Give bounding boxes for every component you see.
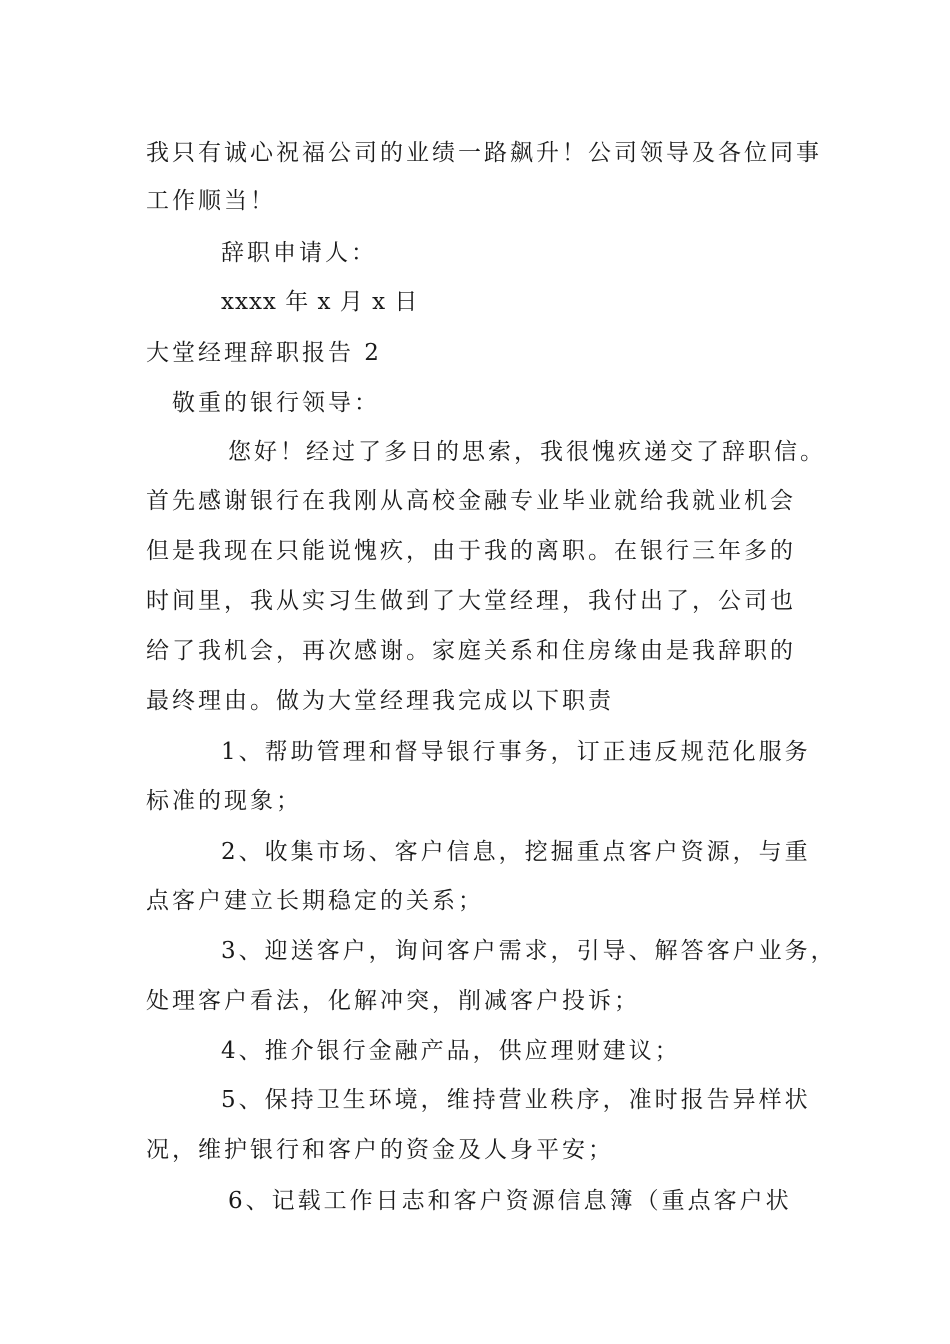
- paragraph-line: 您好！经过了多日的思索，我很愧疚递交了辞职信。: [228, 439, 826, 465]
- duty-item-2: 2、收集市场、客户信息，挖掘重点客户资源，与重: [221, 839, 811, 865]
- duty-item-5: 5、保持卫生环境，维持营业秩序，准时报告异样状: [221, 1087, 811, 1113]
- paragraph-line: 给了我机会，再次感谢。家庭关系和住房缘由是我辞职的: [146, 638, 796, 664]
- salutation: 敬重的银行领导：: [172, 390, 380, 416]
- duty-item-1: 1、帮助管理和督导银行事务，订正违反规范化服务: [221, 739, 811, 765]
- text-line-closing-wish-cont: 工作顺当！: [146, 188, 276, 214]
- duty-item-6: 6、记载工作日志和客户资源信息簿（重点客户状: [228, 1188, 792, 1214]
- paragraph-line: 首先感谢银行在我刚从高校金融专业毕业就给我就业机会: [146, 488, 796, 514]
- paragraph-line: 最终理由。做为大堂经理我完成以下职责: [146, 688, 614, 714]
- duty-item-1-cont: 标准的现象；: [146, 788, 302, 814]
- duty-item-3-cont: 处理客户看法，化解冲突，削减客户投诉；: [146, 988, 640, 1014]
- signature-date: xxxx 年 x 月 x 日: [221, 289, 419, 315]
- text-line-closing-wish: 我只有诚心祝福公司的业绩一路飙升！公司领导及各位同事: [146, 140, 822, 166]
- section-title: 大堂经理辞职报告 2: [146, 340, 382, 366]
- signature-label: 辞职申请人：: [221, 240, 377, 266]
- duty-item-2-cont: 点客户建立长期稳定的关系；: [146, 888, 484, 914]
- duty-item-4: 4、推介银行金融产品，供应理财建议；: [221, 1038, 681, 1064]
- duty-item-3: 3、迎送客户，询问客户需求，引导、解答客户业务，: [221, 938, 837, 964]
- paragraph-line: 但是我现在只能说愧疚，由于我的离职。在银行三年多的: [146, 538, 796, 564]
- paragraph-line: 时间里，我从实习生做到了大堂经理，我付出了，公司也: [146, 588, 796, 614]
- duty-item-5-cont: 况，维护银行和客户的资金及人身平安；: [146, 1137, 614, 1163]
